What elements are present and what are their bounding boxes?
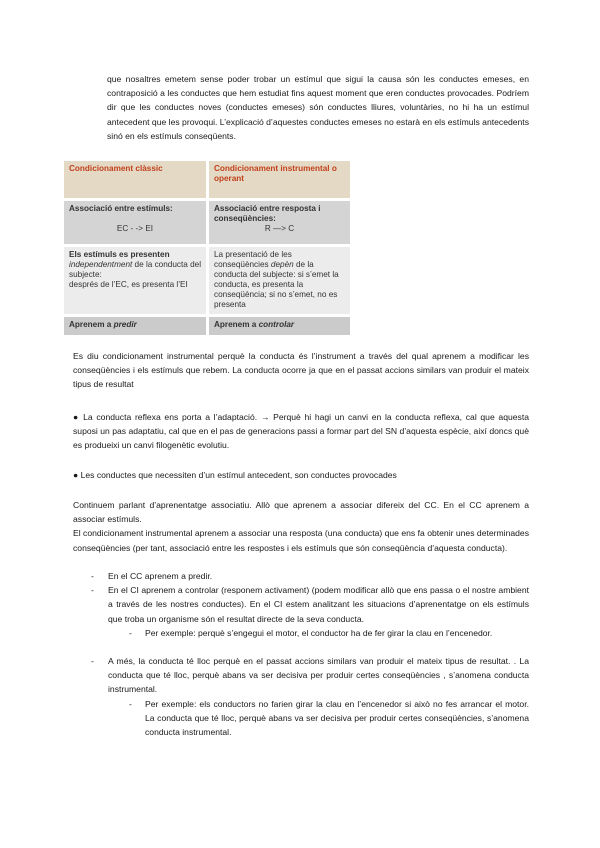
association-classical-label: Associació entre estímuls: [69, 204, 173, 213]
paragraph-associative-learning [73, 498, 529, 555]
sub-list-item-text: Per exemple: els conductors no farien girar la clau en l’encenedor si això no fes arrancar el motor. La conducta que té lloc, perquè abans va ser decisiva per produir certes conseqüències, s’anomena conducta instrumental. [145, 698, 529, 738]
dash-icon: - [129, 698, 132, 709]
table-row-presentation [64, 246, 350, 316]
dash-icon: - [91, 571, 94, 581]
list-item [73, 569, 529, 583]
associative-learning-text-a: Continuem parlant d’aprenentatge associatiu. Allò que aprenem a associar difereix del CC. En el CC aprenem a associar estímuls. [73, 500, 529, 525]
list-item-text: En el CI aprenem a controlar (responem activament) (podem modificar allò que ens passa o el nostre ambient a través de les nostres conductes). En el CI estem analitzant les situacions d’aprenentatge on els estímuls que troba un organisme són el resultat directe de la seva conducta. [108, 585, 529, 624]
bullet-list [73, 569, 529, 640]
association-instrumental-label: Associació entre resposta i conseqüències: [214, 204, 321, 223]
dash-icon: - [129, 627, 132, 638]
list-item [73, 583, 529, 626]
paragraph-instrumental-definition: Es diu condicionament instrumental perquè la conducta és l’instrument a través del qual aprenem a modificar les conseqüències i els estímuls que rebem. La conducta ocorre ja que en el passat accions similars van produir el mateix tipus de resultat [73, 351, 529, 390]
presentation-classical-text-b: de la conducta del subjecte: [69, 260, 202, 279]
table-row-learning [64, 316, 350, 336]
cell-learning-classical [64, 316, 208, 336]
dash-icon: - [91, 656, 94, 666]
intro-paragraph: que nosaltres emetem sense poder trobar un estímul que sigui la causa són les conductes emeses, en contraposició a les conductes que hem estudiat fins aquest moment que eren conductes provocades. Podríem dir que les conductes noves (conductes emeses) són conductes lliures, voluntàries, no hi ha un estímul antecedent que les provoqui. L’explicació d’aquestes conductes emeses no estarà en els estímuls antecedents sinó en els estímuls conseqüents. [107, 74, 529, 141]
cell-presentation-classical [64, 246, 208, 316]
header-classical: Condicionament clàssic [64, 161, 208, 200]
association-instrumental-formula: R —> C [264, 224, 295, 233]
cell-learning-instrumental [208, 316, 351, 336]
learning-instrumental-text: Aprenem a [214, 320, 259, 329]
list-item-text: A més, la conducta té lloc perquè en el passat accions similars van produir el mateix tipus de resultat. . La conducta que té lloc, perquè abans va ser decisiva per produir certes conseqüències , s’anomena conducta instrumental. [108, 656, 529, 695]
learning-classical-emphasis: predir [113, 320, 137, 329]
list-item [73, 654, 529, 697]
cell-association-instrumental [208, 200, 351, 246]
list-item-text: En el CC aprenem a predir. [108, 571, 213, 581]
dash-icon: - [91, 585, 94, 596]
associative-learning-text-b: El condicionament instrumental aprenem a associar una resposta (una conducta) que ens fa obtenir unes determinades conseqüències (per tant, associació entre les respostes i els estímuls que són conseqüència d’aquesta conducta). [73, 528, 529, 553]
cell-presentation-instrumental [208, 246, 351, 316]
presentation-classical-emphasis: independentment [69, 260, 133, 269]
paragraph-reflex-adaptation: ● La conducta reflexa ens porta a l’adaptació. → Perquè hi hagi un canvi en la conducta reflexa, cal que aquesta suposi un pas adaptatiu, cal que en el pas de generacions passi a formar part del SN d’aquesta espècie, així doncs què es produeixi un canvi filogenètic evolutiu. [73, 412, 529, 451]
presentation-instrumental-text: La presentació de les conseqüències [214, 250, 292, 269]
sub-list-item [73, 626, 529, 640]
header-instrumental: Condicionament instrumental o operant [208, 161, 351, 200]
paragraph-provoked-conducts: ● Les conductes que necessiten d’un estímul antecedent, son conductes provocades [73, 470, 397, 480]
sub-list-item [73, 697, 529, 740]
learning-instrumental-emphasis: controlar [258, 320, 295, 329]
presentation-classical-text-c: després de l’EC, es presenta l’EI [69, 280, 188, 289]
sub-list-item-text: Per exemple: perquè s’engegui el motor, el conductor ha de fer girar la clau en l’encenedor. [145, 627, 493, 638]
association-classical-formula: EC - -> EI [116, 224, 154, 233]
cell-association-classical [64, 200, 208, 246]
comparison-table [64, 161, 350, 335]
presentation-classical-text: Els estímuls es presenten [69, 250, 170, 259]
presentation-instrumental-emphasis: depèn [270, 260, 294, 269]
learning-classical-text: Aprenem a [69, 320, 114, 329]
presentation-instrumental-text-b: de la conducta del subjecte: si s’emet la conducta, es presenta la conseqüència; si no s’emet, no es presenta [214, 260, 339, 309]
table-row-association [64, 200, 350, 246]
table-header-row [64, 161, 350, 200]
bullet-list-2 [73, 654, 529, 739]
